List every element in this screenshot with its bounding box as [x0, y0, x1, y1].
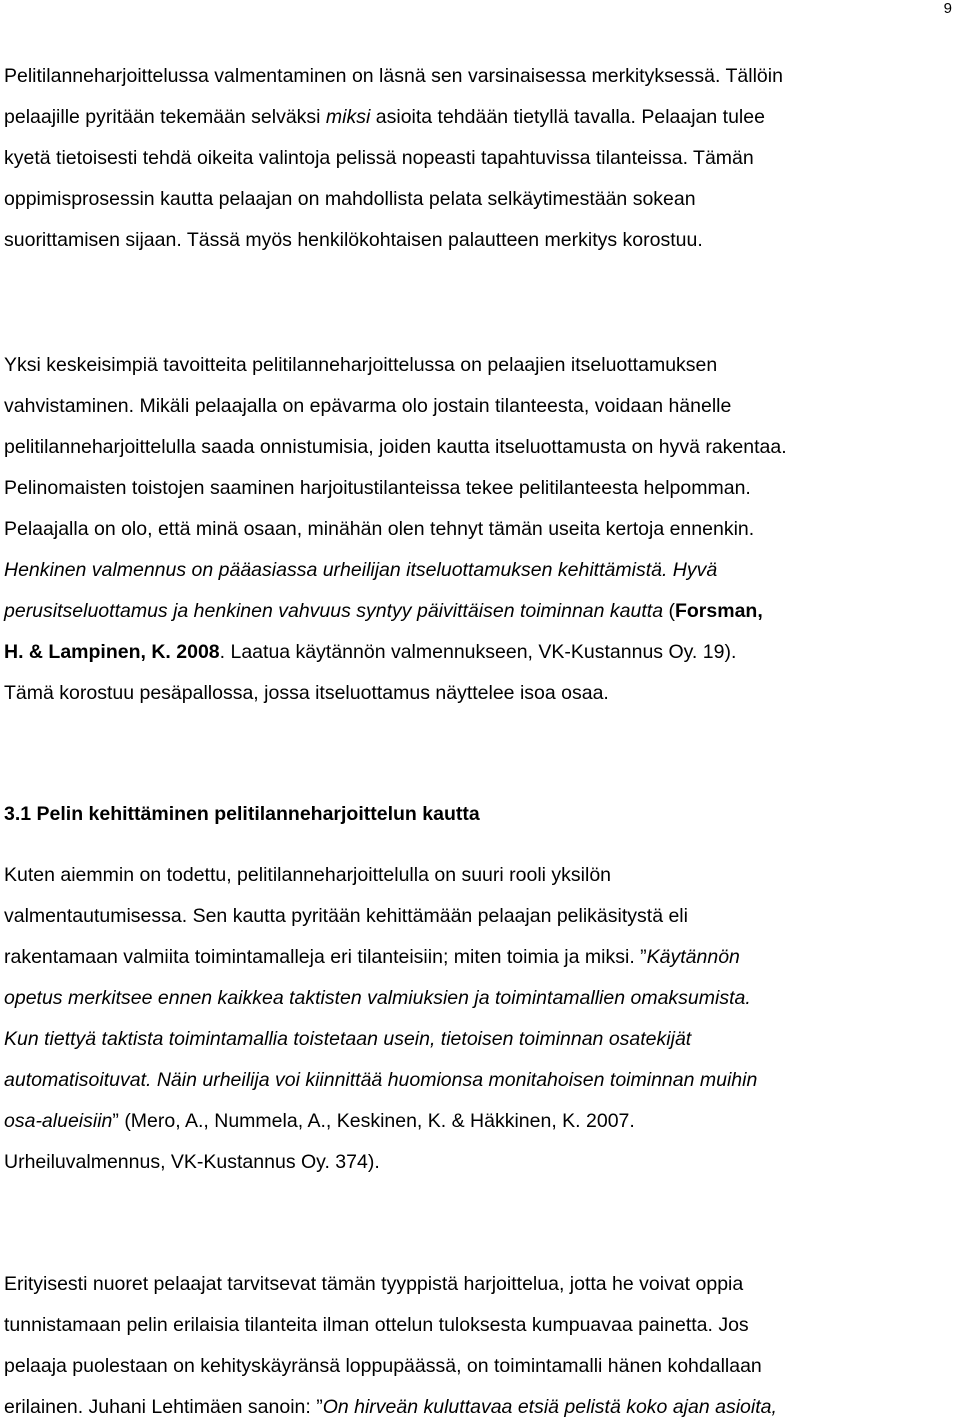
paragraph-1	[4, 56, 956, 261]
citation-author: H. & Lampinen, K. 2008	[4, 641, 220, 663]
paragraph-line	[4, 97, 956, 138]
paragraph-line	[4, 591, 956, 632]
paragraph-line	[4, 1101, 956, 1142]
quote-text: On hirveän kuluttavaa etsiä pelistä koko ajan asioita,	[322, 1396, 777, 1418]
text-run: (	[663, 600, 675, 622]
emphasis-text: miksi	[325, 106, 371, 128]
paragraph-3	[4, 855, 956, 1183]
quote-text: Käytännön	[646, 946, 740, 968]
citation-source: . Laatua käytännön valmennukseen, VK-Kustannus Oy. 19).	[219, 641, 737, 663]
text-run: asioita tehdään tietyllä tavalla. Pelaajan tulee	[370, 106, 765, 128]
paragraph-line: oppimisprosessin kautta pelaajan on mahdollista pelata selkäytimestään sokean	[4, 188, 696, 210]
paragraph-line: Pelaajalla on olo, että minä osaan, minähän olen tehnyt tämän useita kertoja ennenkin.	[4, 518, 755, 540]
text-run: erilainen. Juhani Lehtimäen sanoin: ”	[4, 1396, 323, 1418]
paragraph-line: suorittamisen sijaan. Tässä myös henkilökohtaisen palautteen merkitys korostuu.	[4, 229, 703, 251]
paragraph-line	[4, 937, 956, 978]
citation-source: ” (Mero, A., Nummela, A., Keskinen, K. & Häkkinen, K. 2007.	[112, 1110, 635, 1132]
paragraph-line: Tämä korostuu pesäpallossa, jossa itseluottamus näyttelee isoa osaa.	[4, 682, 609, 704]
paragraph-line: kyetä tietoisesti tehdä oikeita valintoja pelissä nopeasti tapahtuvissa tilanteissa. Tämän	[4, 147, 754, 169]
quote-text: osa-alueisiin	[4, 1110, 113, 1132]
quote-line: Henkinen valmennus on pääasiassa urheilijan itseluottamuksen kehittämistä. Hyvä	[4, 559, 718, 581]
paragraph-line: Urheiluvalmennus, VK-Kustannus Oy. 374).	[4, 1151, 380, 1173]
paragraph-line: Yksi keskeisimpiä tavoitteita pelitilanneharjoittelussa on pelaajien itseluottamuksen	[4, 354, 718, 376]
quote-line: Kun tiettyä taktista toimintamallia toistetaan usein, tietoisen toiminnan osatekijät	[4, 1028, 692, 1050]
paragraph-line	[4, 632, 956, 673]
paragraph-line: Pelitilanneharjoittelussa valmentaminen on läsnä sen varsinaisessa merkityksessä. Tällöin	[4, 65, 783, 87]
paragraph-line: Erityisesti nuoret pelaajat tarvitsevat tämän tyyppistä harjoittelua, jotta he voivat oppia	[4, 1273, 744, 1295]
text-run: pelaajille pyritään tekemään selväksi	[4, 106, 326, 128]
quote-line: opetus merkitsee ennen kaikkea taktisten valmiuksien ja toimintamallien omaksumista.	[4, 987, 751, 1009]
quote-text: perusitseluottamus ja henkinen vahvuus syntyy päivittäisen toiminnan kautta	[4, 600, 664, 622]
section-heading: 3.1 Pelin kehittäminen pelitilanneharjoittelun kautta	[4, 803, 480, 825]
paragraph-line	[4, 1387, 956, 1428]
paragraph-line: Pelinomaisten toistojen saaminen harjoitustilanteissa tekee pelitilanteesta helpomman.	[4, 477, 751, 499]
paragraph-line: vahvistaminen. Mikäli pelaajalla on epävarma olo jostain tilanteesta, voidaan hänelle	[4, 395, 732, 417]
paragraph-line: pelitilanneharjoittelulla saada onnistumisia, joiden kautta itseluottamusta on hyvä rakentaa.	[4, 436, 787, 458]
page-number: 9	[943, 0, 952, 17]
text-run: rakentamaan valmiita toimintamalleja eri tilanteisiin; miten toimia ja miksi. ”	[4, 946, 647, 968]
quote-line: automatisoituvat. Näin urheilija voi kiinnittää huomionsa monitahoisen toiminnan muihin	[4, 1069, 758, 1091]
paragraph-line: pelaaja puolestaan on kehityskäyränsä loppupäässä, on toimintamalli hänen kohdallaan	[4, 1355, 762, 1377]
paragraph-2	[4, 345, 956, 714]
paragraph-4	[4, 1264, 956, 1428]
paragraph-line: valmentautumisessa. Sen kautta pyritään kehittämään pelaajan pelikäsitystä eli	[4, 905, 688, 927]
citation-author: Forsman,	[674, 600, 763, 622]
paragraph-line: Kuten aiemmin on todettu, pelitilanneharjoittelulla on suuri rooli yksilön	[4, 864, 612, 886]
paragraph-line: tunnistamaan pelin erilaisia tilanteita ilman ottelun tuloksesta kumpuavaa painetta. Jos	[4, 1314, 749, 1336]
